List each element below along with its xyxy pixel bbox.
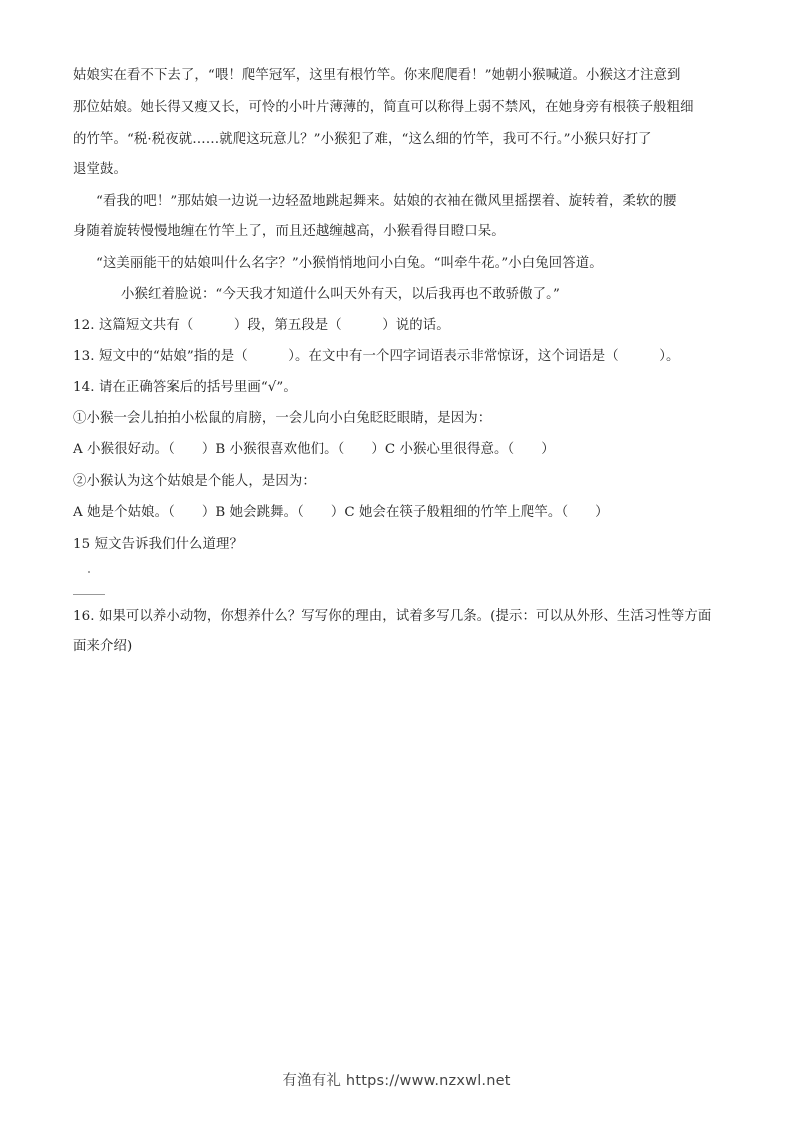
passage-paragraph-2-line-2: 身随着旋转慢慢地缠在竹竿上了，而且还越缠越高，小猴看得目瞪口呆。 <box>73 224 505 239</box>
question-14: 14. 请在正确答案后的括号里画“√”。 <box>73 380 297 395</box>
question-12: 12. 这篇短文共有（ ）段，第五段是（ ）说的话。 <box>73 318 450 333</box>
question-14-part-2-options: A 她是个姑娘。（ ）B 她会跳舞。（ ）C 她会在筷子般粗细的竹竿上爬竿。（ ） <box>73 505 609 520</box>
question-14-part-1: ①小猴一会儿拍拍小松鼠的肩膀，一会儿向小白兔眨眨眼睛，是因为： <box>73 411 492 426</box>
passage-paragraph-1-line-4: 退堂鼓。 <box>73 162 127 177</box>
answer-line <box>73 594 105 595</box>
question-16-line-2: 面来介绍) <box>73 639 133 654</box>
passage-paragraph-1-line-3: 的竹竿。“税·税夜就……就爬这玩意儿？”小猴犯了难，“这么细的竹竿，我可不行。”小猴只好打了 <box>73 132 652 147</box>
stray-dot-mark <box>88 571 90 573</box>
question-15: 15 短文告诉我们什么道理？ <box>73 537 243 552</box>
footer-watermark: 有渔有礼 https://www.nzxwl.net <box>282 1073 511 1089</box>
passage-paragraph-2-line-1: “看我的吧！”那姑娘一边说一边轻盈地跳起舞来。姑娘的衣袖在微风里摇摆着、旋转着，柔软的腰 <box>96 194 677 209</box>
passage-paragraph-3: “这美丽能干的姑娘叫什么名字？”小猴悄悄地问小白兔。“叫牵牛花。”小白兔回答道。 <box>96 256 603 271</box>
question-14-part-2: ②小猴认为这个姑娘是个能人，是因为： <box>73 474 316 489</box>
question-16-line-1: 16. 如果可以养小动物，你想养什么？写写你的理由，试着多写几条。(提示：可以从外形、生活习性等方面 <box>73 609 712 624</box>
question-13: 13. 短文中的“姑娘”指的是（ ）。在文中有一个四字词语表示非常惊讶，这个词语是（ ）。 <box>73 349 680 364</box>
passage-paragraph-1-line-1: 姑娘实在看不下去了，“喂！爬竿冠军，这里有根竹竿。你来爬爬看！”她朝小猴喊道。小猴这才注意到 <box>73 68 681 83</box>
passage-paragraph-1-line-2: 那位姑娘。她长得又瘦又长，可怜的小叶片薄薄的，简直可以称得上弱不禁风，在她身旁有根筷子般粗细 <box>73 100 694 115</box>
question-14-part-1-options: A 小猴很好动。（ ）B 小猴很喜欢他们。（ ）C 小猴心里很得意。（ ） <box>73 442 555 457</box>
passage-paragraph-4: 小猴红着脸说：“今天我才知道什么叫天外有天，以后我再也不敢骄傲了。” <box>121 287 560 302</box>
